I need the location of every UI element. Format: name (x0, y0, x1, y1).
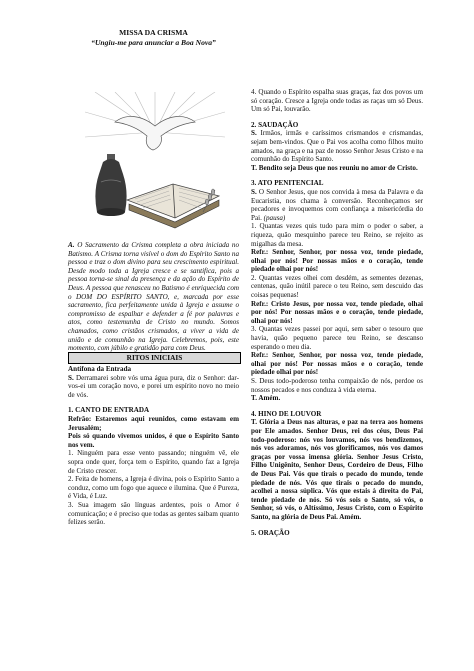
ato-final: S. Deus todo-poderoso tenha compaixão de nós, perdoe os nossos pecados e nos conduza à vida eterna. (251, 377, 423, 394)
page-subtitle: “Ungiu-me para anunciar a Boa Nova” (91, 37, 216, 47)
open-bible-icon (127, 184, 219, 228)
page-title: MISSA DA CRISMA (119, 28, 188, 37)
ato-verse-3: 3. Quantas vezes passei por aqui, sem saber o tesouro que havia, quão pequeno parece teu Reino, se descanso esperando o meu dia. (251, 325, 423, 351)
ato-refrao-1: Refr.: Senhor, Senhor, por nossa voz, tende piedade, olhai por nós! Por nossas mãos e o coração, tende piedade olhai por nós! (251, 248, 423, 274)
intro-lead: A. (68, 241, 75, 249)
hino-text: T. Glória a Deus nas alturas, e paz na terra aos homens por Ele amados. Senhor Deus, rei dos céus, Deus Pai todo-poderoso: nós vos louvamos, nós vos bendizemos, nós vos adoramos, nós vos glorificamos, nós vos damos graças por vossa imensa glória. Senhor Jesus Cristo, Filho Unigênito, Senhor Deus, Cordeiro de Deus, Filho de Deus Pai. Vós que tirais o pecado do mundo, tende piedade de nós. Vós que tirais o pecado do mundo, acolhei a nossa súplica. Vós que estais à direita do Pai, tende piedade de nós. Só vós sois o Santo, só vós, o Senhor, só vós, o Altíssimo, Jesus Cristo, com o Espírito Santo, na glória de Deus Pai. Amém. (251, 418, 423, 521)
antifona-heading: Antífona da Entrada (68, 365, 132, 373)
oracao-heading: 5. ORAÇÃO (251, 528, 290, 537)
ato-penitencial-heading: 3. ATO PENITENCIAL (251, 179, 324, 188)
dove-bible-oil-illustration (85, 92, 225, 237)
saudacao-response: T. Bendito seja Deus que nos reuniu no amor de Cristo. (251, 163, 418, 172)
hino-heading: 4. HINO DE LOUVOR (251, 409, 322, 418)
ato-verse-1: 1. Quantas vezes quis tudo para mim o poder o saber, a riqueza, quão mesquinho parece teu Reino, se rejeito as migalhas da mesa. (251, 222, 423, 248)
saudacao-heading: 2. SAUDAÇÃO (251, 120, 299, 129)
saudacao-text: S. Irmãos, irmãs e caríssimos crismandos e crismandas, sejam bem-vindos. Que o Pai vos acolha como filhos muito amados, na graça e na paz de nosso Senhor Jesus Cristo e na comunhão do Espírito Santo. (251, 129, 423, 164)
ritos-iniciais-bar: RITOS INICIAIS (68, 352, 241, 364)
ato-amen: T. Amém. (251, 394, 281, 403)
canto-refrao: Refrão: Estaremos aqui reunidos, como estavam em Jerusalém; (68, 414, 239, 432)
canto-refrao-2: Pois só quando vivemos unidos, é que o Espírito Santo nos vem. (68, 432, 239, 449)
canto-verse-1: 1. Ninguém para esse vento passando; ninguém vê, ele sopra onde quer, força tem o Espírito, quando faz a Igreja de Cristo crescer. (68, 449, 239, 475)
ato-refrao-3: Refr.: Senhor, Senhor, por nossa voz, tende piedade, olhai por nós! Por nossas mãos e o coração, tende piedade olhai por nós! (251, 351, 423, 377)
canto-verse-3: 3. Sua imagem são línguas ardentes, pois o Amor é comunicação; e é preciso que todas as gentes saibam quanto felizes serão. (68, 500, 239, 527)
antifona-text: S. Derramarei sobre vós uma água pura, diz o Senhor: dar-vos-ei um coração novo, e porei um espírito novo no meio de vós. (68, 373, 240, 399)
ato-refrao-2: Refr.: Cristo Jesus, por nossa voz, tende piedade, olhai por nós! Por nossas mãos e o coração, tende piedade, olhai por nós! (251, 299, 423, 325)
page-title-block (68, 28, 239, 47)
ato-penitencial-text: S. O Senhor Jesus, que nos convida à mesa da Palavra e da Eucaristia, nos chama à conversão. Reconheçamos ser pecadores e invoquemos com confiança a misericórdia do Pai. (pausa) (251, 187, 423, 222)
right-column (251, 88, 423, 537)
canto-verse-2: 2. Feita de homens, a Igreja é divina, pois o Espírito Santo a conduz, como um fogo que aquece e ilumina. Que é Pureza, é Vida, é Luz. (68, 475, 239, 501)
canto-verse-4: 4. Quando o Espírito espalha suas graças, faz dos povos um só coração. Cresce a Igreja onde todas as raças um só Deus. Um só Pai, louvarão. (251, 88, 423, 114)
canto-entrada-heading: 1. CANTO DE ENTRADA (68, 406, 150, 415)
ato-verse-2: 2. Quantas vezes olhei com desdém, as sementes dezenas, centenas, quão inútil parece o teu Reino, sem descuido das coisas pequenas! (251, 273, 423, 300)
oil-jar-icon (95, 154, 126, 216)
left-lower-column (68, 365, 239, 527)
intro-text: O Sacramento da Crisma completa a obra iniciada no Batismo. A Crisma torna visível o dom do Espírito Santo na pessoa e traz o dom divino para seu crescimento espiritual. Desde modo toda a Igreja cresce e se santifica, pois a pessoa torna-se sinal da presença e da ação do Espírito de Deus. A pessoa que renasceu no Batismo é enriquecida com o DOM DO ESPÍRITO SANTO, e, marcada por esse sacramento, fica perfeitamente unida à Igreja e assume o compromisso de espalhar e defender a fé por palavras e atos, como testemunha de Cristo no mundo. Somos chamados, como cristãos crismados, a viver a vida de união e de comunhão na Igreja. Celebremos, pois, este momento, com júbilo e gratidão para com Deus. (68, 241, 239, 353)
intro-paragraph (68, 241, 239, 353)
